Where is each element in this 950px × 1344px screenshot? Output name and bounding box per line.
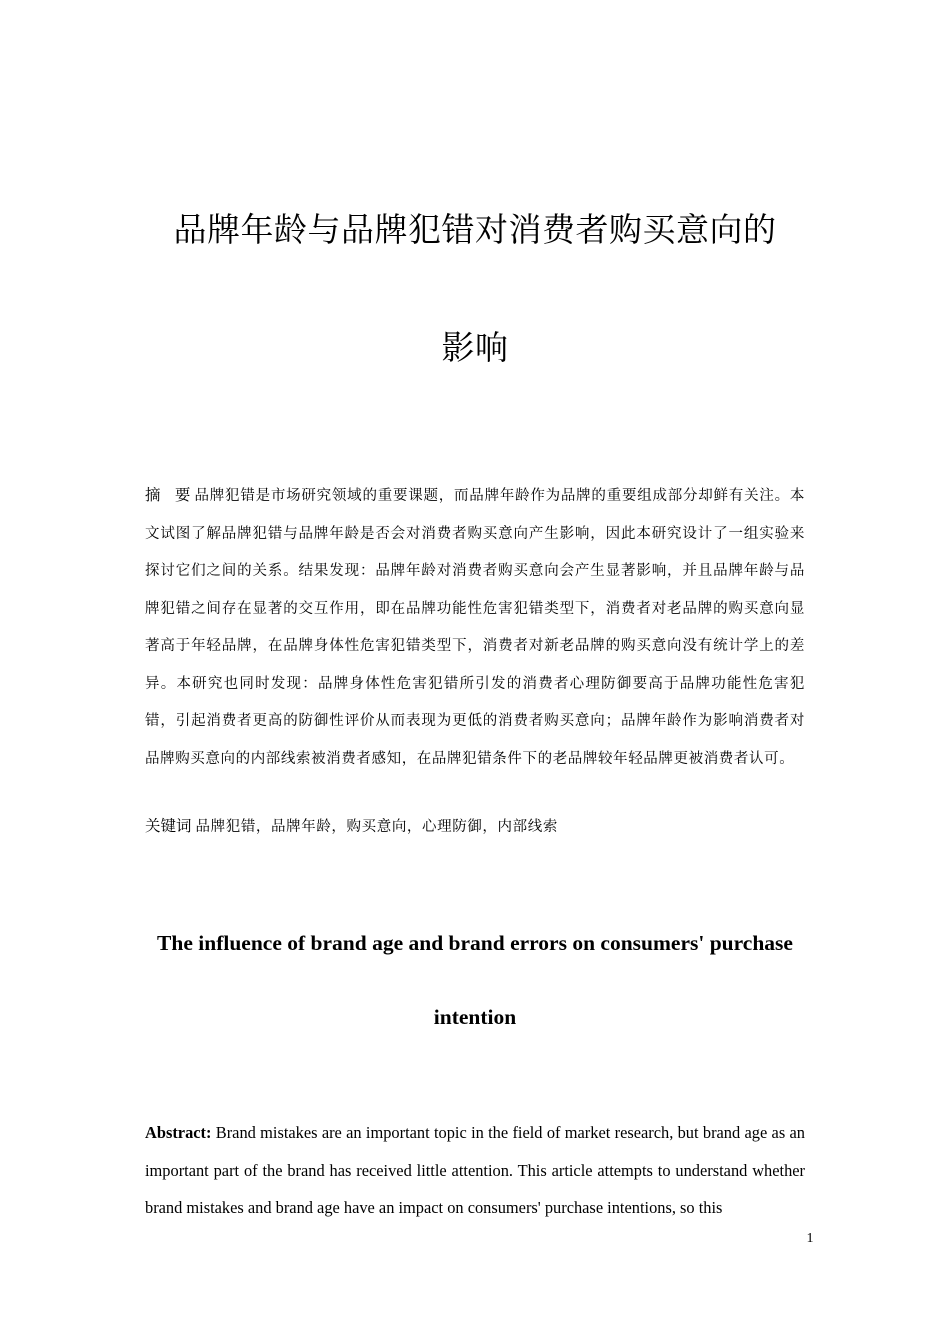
chinese-keywords	[145, 812, 805, 841]
chinese-abstract	[145, 477, 805, 778]
chinese-keywords-text: 品牌犯错，品牌年龄，购买意向，心理防御，内部线索	[195, 819, 558, 835]
english-title-line-2: intention	[433, 1005, 517, 1029]
chinese-title-line-2: 影响	[441, 328, 509, 367]
chinese-abstract-label	[145, 486, 191, 504]
english-abstract-label: Abstract:	[145, 1123, 212, 1142]
chinese-abstract-label-char-1: 摘	[145, 486, 161, 504]
chinese-keywords-label: 关键词	[145, 817, 192, 835]
chinese-title-line-1: 品牌年龄与品牌犯错对消费者购买意向的	[173, 210, 777, 249]
chinese-abstract-text: 品牌犯错是市场研究领域的重要课题，而品牌年龄作为品牌的重要组成部分却鲜有关注。本文试图了解品牌犯错与品牌年龄是否会对消费者购买意向产生影响，因此本研究设计了一组实验来探讨它们之间的关系。结果发现：品牌年龄对消费者购买意向会产生显著影响，并且品牌年龄与品牌犯错之间存在显著的交互作用，即在品牌功能性危害犯错类型下，消费者对老品牌的购买意向显著高于年轻品牌，在品牌身体性危害犯错类型下，消费者对新老品牌的购买意向没有统计学上的差异。本研究也同时发现：品牌身体性危害犯错所引发的消费者心理防御要高于品牌功能性危害犯错，引起消费者更高的防御性评价从而表现为更低的消费者购买意向；品牌年龄作为影响消费者对品牌购买意向的内部线索被消费者感知，在品牌犯错条件下的老品牌较年轻品牌更被消费者认可。	[145, 488, 805, 767]
english-abstract-text: Brand mistakes are an important topic in the field of market research, but brand age as an important part of the brand has received little attention. This article attempts to understand whether brand mistakes and brand age have an impact on consumers' purchase intentions, so this	[145, 1123, 806, 1217]
chinese-abstract-label-char-2: 要	[174, 486, 191, 504]
english-abstract	[145, 1114, 805, 1227]
page-number: 1	[806, 1231, 814, 1246]
english-title-line-1: The influence of brand age and brand errors on consumers' purchase	[157, 931, 793, 955]
